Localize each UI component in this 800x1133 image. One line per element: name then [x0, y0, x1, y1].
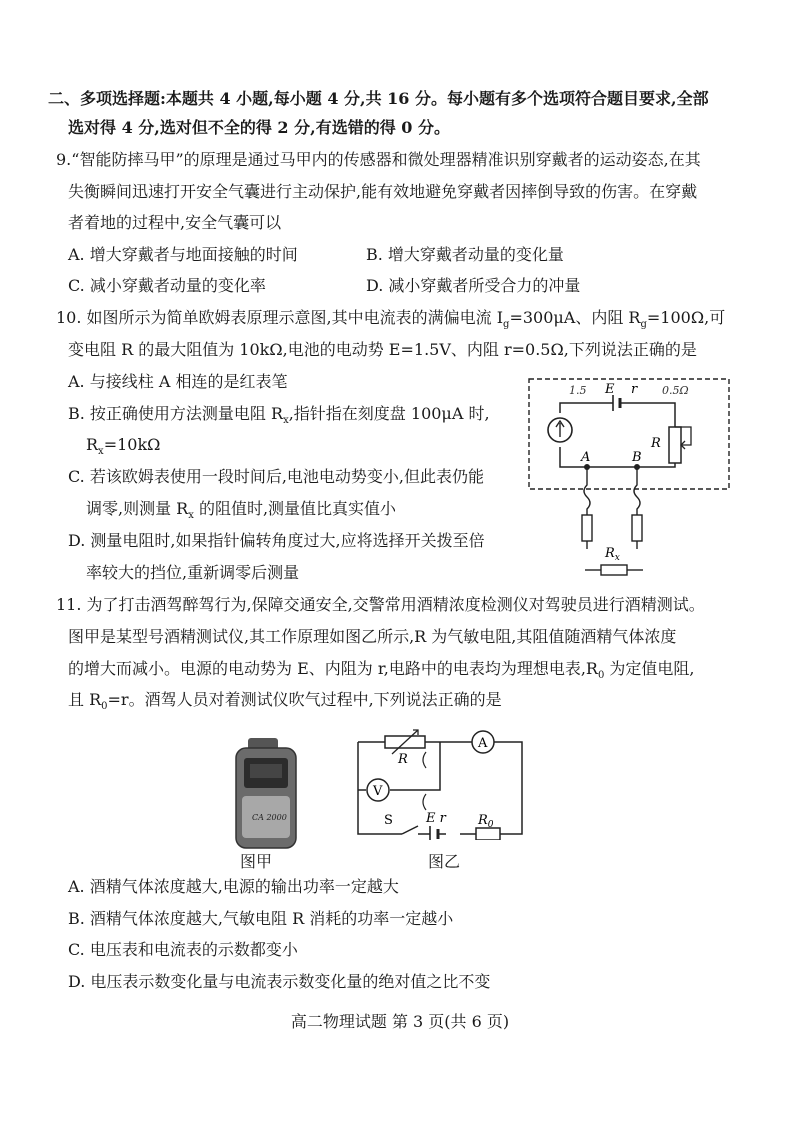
ohmmeter-wire — [560, 403, 675, 467]
q11-option-c: C. 电压表和电流表的示数都变小 — [68, 940, 298, 959]
handwritten-note-left: 1.5 — [569, 384, 587, 397]
probe-a — [582, 515, 592, 541]
label-voltmeter: V — [373, 784, 383, 799]
label-ammeter: A — [478, 736, 488, 751]
q9-option-b: B. 增大穿戴者动量的变化量 — [366, 245, 564, 264]
breathalyzer-device-figure — [228, 738, 308, 850]
fig-yi-caption: 图乙 — [428, 852, 461, 871]
wire-curl-bottom — [423, 794, 426, 810]
q11-stem-line-2: 图甲是某型号酒精测试仪,其工作原理如图乙所示,R 为气敏电阻,其阻值随酒精气体浓度 — [68, 627, 677, 646]
q10-option-d-line-2: 率较大的挡位,重新调零后测量 — [86, 563, 300, 582]
label-r0: $R_0$ — [478, 813, 494, 830]
section-header-line-2: 选对得 4 分,选对但不全的得 2 分,有选错的得 0 分。 — [68, 118, 450, 137]
q9-option-a: A. 增大穿戴者与地面接触的时间 — [68, 245, 298, 264]
probe-b — [632, 515, 642, 541]
q10-option-c-line-1: C. 若该欧姆表使用一段时间后,电池电动势变小,但此表仍能 — [68, 467, 485, 486]
q11-option-d: D. 电压表示数变化量与电流表示数变化量的绝对值之比不变 — [68, 972, 491, 991]
q11-stem-line-1: 11. 为了打击酒驾醉驾行为,保障交通安全,交警常用酒精浓度检测仪对驾驶员进行酒精测试。 — [56, 595, 705, 614]
q9-stem-line-2: 失衡瞬间迅速打开安全气囊进行主动保护,能有效地避免穿戴者因摔倒导致的伤害。在穿戴 — [68, 182, 698, 201]
label-sensor-r: R — [398, 752, 408, 767]
label-r: r — [631, 382, 638, 397]
handwritten-note-right: 0.5Ω — [662, 384, 689, 397]
wire-curl-top — [423, 752, 426, 768]
label-terminal-a: A — [581, 450, 591, 465]
label-switch: S — [384, 813, 393, 828]
q10-option-d-line-1: D. 测量电阻时,如果指针偏转角度过大,应将选择开关拨至倍 — [68, 531, 485, 550]
label-rheostat-r: R — [651, 436, 661, 451]
q9-stem-line-3: 者着地的过程中,安全气囊可以 — [68, 213, 282, 232]
q11-stem-line-4: 且 $R_0=r$。酒驾人员对着测试仪吹气过程中,下列说法正确的是 — [68, 690, 502, 713]
q10-option-c-line-2: 调零,则测量 $R_x$ 的阻值时,测量值比真实值小 — [86, 499, 397, 522]
ohmmeter-diagram — [525, 375, 735, 580]
device-model-label: CA 2000 — [252, 813, 287, 822]
variable-resistor-r — [669, 427, 681, 463]
switch-s — [402, 826, 418, 834]
q10-stem-line-1: 10. 如图所示为简单欧姆表原理示意图,其中电流表的满偏电流 $I_g=300\mu A$、内阻 $R_g=100\Omega$,可 — [56, 308, 726, 331]
q10-option-b-line-1: B. 按正确使用方法测量电阻 $R_x$,指针指在刻度盘 100μA 时, — [68, 404, 490, 427]
q10-option-a: A. 与接线柱 A 相连的是红表笔 — [68, 372, 288, 391]
label-terminal-b: B — [632, 450, 642, 465]
q11-option-b: B. 酒精气体浓度越大,气敏电阻 R 消耗的功率一定越小 — [68, 909, 454, 928]
page-footer: 高二物理试题 第 3 页(共 6 页) — [290, 1012, 510, 1031]
q10-option-b-line-2: $R_x=10k\Omega$ — [86, 435, 161, 458]
label-rx: $R_x$ — [605, 546, 620, 563]
section-header-line-1: 二、多项选择题:本题共 4 小题,每小题 4 分,共 16 分。每小题有多个选项符合题目要求,全部 — [48, 89, 709, 108]
resistor-rx — [601, 565, 627, 575]
q11-stem-line-3: 的增大而减小。电源的电动势为 E、内阻为 r,电路中的电表均为理想电表$,R_0$ 为定值电阻, — [68, 659, 695, 682]
fig-jia-caption: 图甲 — [240, 852, 273, 871]
q9-option-c: C. 减小穿戴者动量的变化率 — [68, 276, 266, 295]
q9-option-d: D. 减小穿戴者所受合力的冲量 — [366, 276, 581, 295]
breathalyzer-circuit-figure — [350, 728, 530, 840]
test-lead-b — [634, 467, 640, 515]
q9-stem-line-1: 9.“智能防摔马甲”的原理是通过马甲内的传感器和微处理器精准识别穿戴者的运动姿态,在其 — [56, 150, 701, 169]
label-emf-r: E r — [426, 811, 446, 826]
q11-option-a: A. 酒精气体浓度越大,电源的输出功率一定越大 — [68, 877, 399, 896]
q10-stem-line-2: 变电阻 R 的最大阻值为 10kΩ,电池的电动势 E=1.5V、内阻 r=0.5Ω,下列说法正确的是 — [68, 340, 697, 359]
test-lead-a — [584, 467, 590, 515]
display-digits — [250, 764, 282, 778]
label-e: E — [605, 382, 615, 397]
